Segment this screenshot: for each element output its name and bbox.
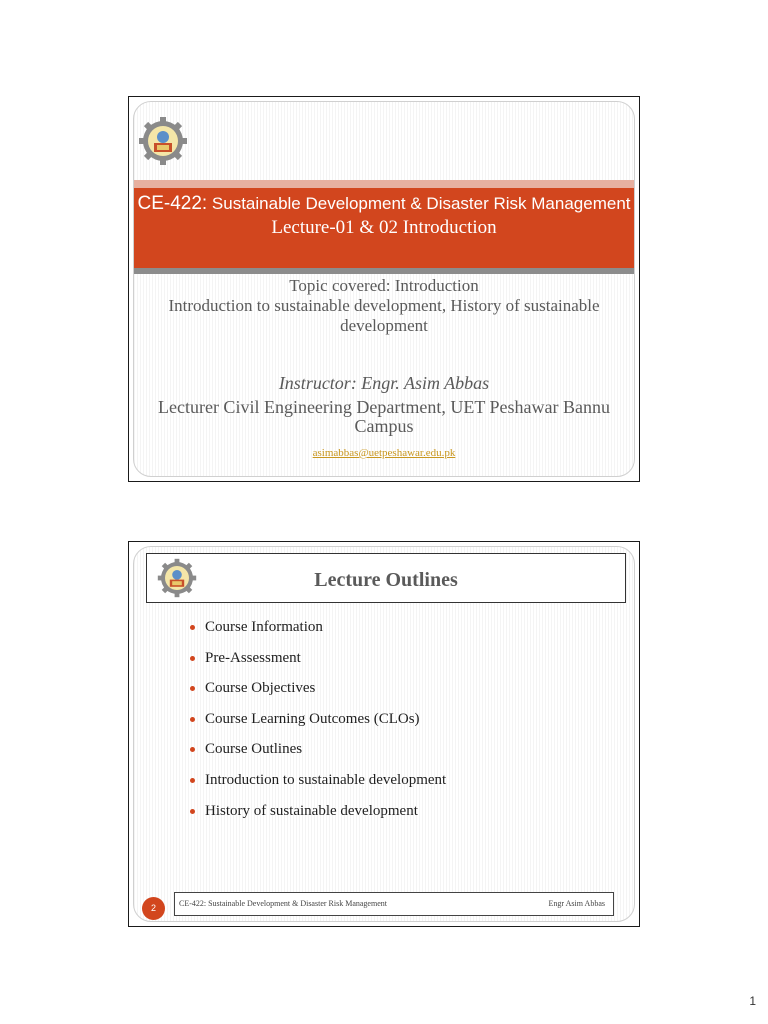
lecture-outlines-title: Lecture Outlines	[314, 569, 458, 591]
email-link[interactable]: asimabbas@uetpeshawar.edu.pk	[312, 447, 456, 459]
slide-1	[128, 96, 640, 482]
list-item: Pre-Assessment	[190, 648, 446, 679]
lecturer-affiliation: Lecturer Civil Engineering Department, UET Peshawar Bannu Campus	[157, 397, 611, 436]
footer-course-title: CE-422: Sustainable Development & Disaster Risk Management	[179, 899, 387, 908]
course-code: CE-422:	[137, 193, 208, 214]
course-name: Sustainable Development & Disaster Risk Management	[207, 194, 631, 213]
topic-block	[144, 276, 624, 336]
list-item: Course Learning Outcomes (CLOs)	[190, 709, 446, 740]
university-logo-icon	[138, 116, 188, 166]
list-item: History of sustainable development	[190, 801, 446, 832]
page-number: 1	[749, 994, 756, 1008]
list-item: Course Objectives	[190, 678, 446, 709]
slide-2-frame	[133, 546, 635, 922]
slide-1-frame	[133, 101, 635, 477]
title-band	[134, 188, 634, 268]
list-item: Course Information	[190, 617, 446, 648]
course-title	[134, 192, 634, 215]
instructor-name: Instructor: Engr. Asim Abbas	[278, 373, 490, 393]
outline-list	[190, 617, 446, 831]
slide-footer	[174, 892, 614, 916]
list-item: Course Outlines	[190, 739, 446, 770]
slide-2	[128, 541, 640, 927]
slide-number-badge: 2	[142, 897, 165, 920]
title-divider-bar	[134, 268, 634, 274]
title-accent-bar	[134, 180, 634, 188]
list-item: Introduction to sustainable development	[190, 770, 446, 801]
slide-2-header	[146, 553, 626, 603]
topic-line-1: Topic covered: Introduction	[289, 276, 479, 295]
lecture-title: Lecture-01 & 02 Introduction	[271, 217, 497, 238]
footer-author: Engr Asim Abbas	[548, 899, 605, 908]
topic-line-2: Introduction to sustainable development, History of sustainable development	[168, 296, 600, 335]
